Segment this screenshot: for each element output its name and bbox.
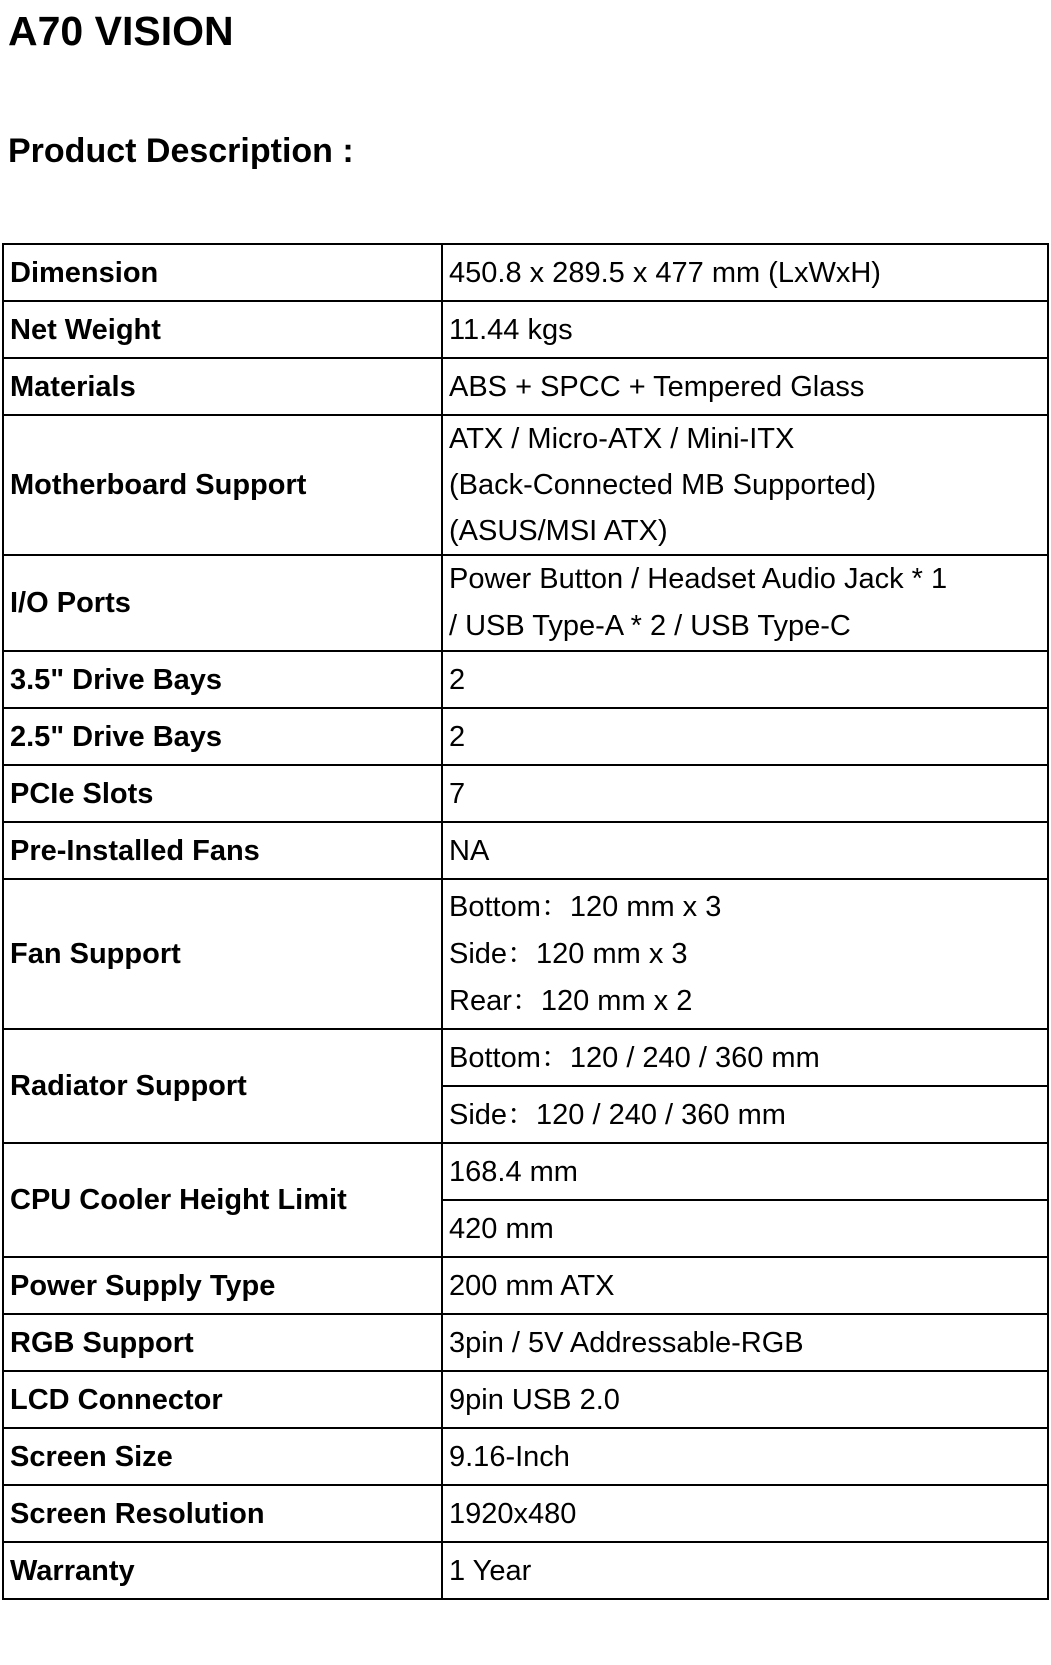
spec-value-lcd-connector: 9pin USB 2.0: [442, 1371, 1048, 1428]
spec-label-cpu-cooler: CPU Cooler Height Limit: [3, 1143, 442, 1257]
io-ports-line: Power Button / Headset Audio Jack * 1: [449, 563, 948, 595]
table-row: [3, 301, 1048, 358]
table-row: [3, 708, 1048, 765]
spec-label-lcd-connector: LCD Connector: [3, 1371, 442, 1428]
table-row: [3, 244, 1048, 301]
spec-label-screen-resolution: Screen Resolution: [3, 1485, 442, 1542]
spec-value-net-weight: 11.44 kgs: [442, 301, 1048, 358]
fan-support-line: Bottom：120 mm x 3: [449, 890, 722, 923]
spec-value-dimension: 450.8 x 289.5 x 477 mm (LxWxH): [442, 244, 1048, 301]
spec-label-pcie: PCIe Slots: [3, 765, 442, 822]
spec-value-drive-25: 2: [442, 708, 1048, 765]
spec-value-radiator-bottom: Bottom：120 / 240 / 360 mm: [442, 1029, 1048, 1086]
table-row: [3, 1143, 1048, 1200]
table-row: [3, 1371, 1048, 1428]
section-heading: Product Description :: [8, 132, 354, 170]
table-row: [3, 1542, 1048, 1599]
spec-value-fan-support: [442, 879, 1048, 1029]
motherboard-line: ATX / Micro-ATX / Mini-ITX: [449, 423, 795, 455]
spec-label-psu: Power Supply Type: [3, 1257, 442, 1314]
fan-support-line: Rear：120 mm x 2: [449, 984, 693, 1017]
spec-label-radiator: Radiator Support: [3, 1029, 442, 1143]
spec-value-cpu-cooler-2: 420 mm: [442, 1200, 1048, 1257]
table-row: [3, 1257, 1048, 1314]
spec-value-pcie: 7: [442, 765, 1048, 822]
spec-label-motherboard: Motherboard Support: [3, 415, 442, 555]
fan-support-line: Side：120 mm x 3: [449, 937, 688, 970]
table-row: [3, 415, 1048, 555]
spec-label-warranty: Warranty: [3, 1542, 442, 1599]
spec-label-net-weight: Net Weight: [3, 301, 442, 358]
table-row: [3, 555, 1048, 651]
spec-value-materials: ABS + SPCC + Tempered Glass: [442, 358, 1048, 415]
spec-label-materials: Materials: [3, 358, 442, 415]
spec-label-dimension: Dimension: [3, 244, 442, 301]
spec-label-screen-size: Screen Size: [3, 1428, 442, 1485]
table-row: [3, 765, 1048, 822]
spec-value-motherboard: [442, 415, 1048, 555]
spec-value-io-ports: [442, 555, 1048, 651]
motherboard-line: (Back-Connected MB Supported): [449, 469, 877, 501]
table-row: [3, 822, 1048, 879]
table-row: [3, 1029, 1048, 1086]
spec-label-drive-25: 2.5" Drive Bays: [3, 708, 442, 765]
table-row: [3, 1485, 1048, 1542]
spec-label-fans-installed: Pre-Installed Fans: [3, 822, 442, 879]
spec-value-fans-installed: NA: [442, 822, 1048, 879]
spec-label-fan-support: Fan Support: [3, 879, 442, 1029]
spec-value-drive-35: 2: [442, 651, 1048, 708]
spec-table: [2, 243, 1049, 1600]
spec-value-warranty: 1 Year: [442, 1542, 1048, 1599]
spec-value-radiator-side: Side：120 / 240 / 360 mm: [442, 1086, 1048, 1143]
table-row: [3, 651, 1048, 708]
spec-value-screen-resolution: 1920x480: [442, 1485, 1048, 1542]
spec-label-drive-35: 3.5" Drive Bays: [3, 651, 442, 708]
spec-value-screen-size: 9.16-Inch: [442, 1428, 1048, 1485]
spec-value-cpu-cooler-1: 168.4 mm: [442, 1143, 1048, 1200]
table-row: [3, 1428, 1048, 1485]
spec-label-io-ports: I/O Ports: [3, 555, 442, 651]
page-title: A70 VISION: [8, 8, 234, 54]
io-ports-line: / USB Type-A * 2 / USB Type-C: [449, 610, 851, 642]
motherboard-line: (ASUS/MSI ATX): [449, 515, 668, 547]
table-row: [3, 358, 1048, 415]
spec-label-rgb: RGB Support: [3, 1314, 442, 1371]
spec-value-rgb: 3pin / 5V Addressable-RGB: [442, 1314, 1048, 1371]
table-row: [3, 879, 1048, 1029]
table-row: [3, 1314, 1048, 1371]
spec-value-psu: 200 mm ATX: [442, 1257, 1048, 1314]
